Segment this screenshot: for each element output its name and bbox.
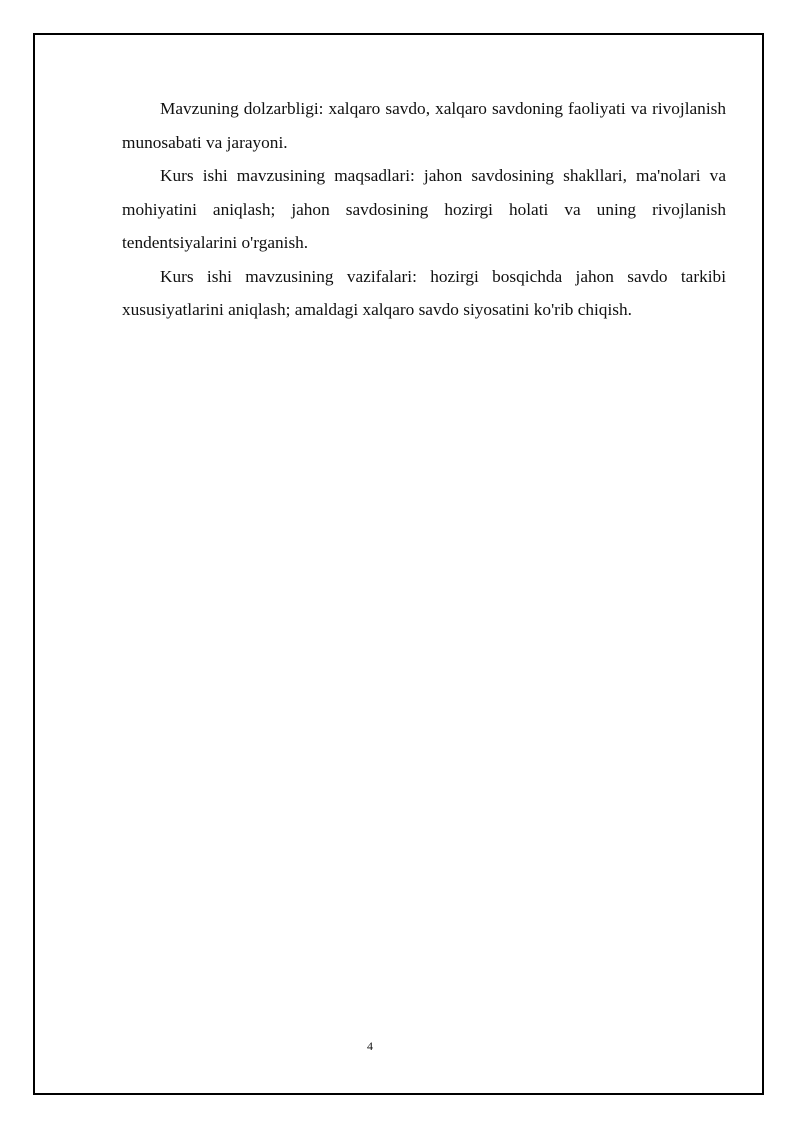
page-number: 4 bbox=[367, 1039, 373, 1053]
paragraph-tasks: Kurs ishi mavzusining vazifalari: hozirgi bosqichda jahon savdo tarkibi xususiyatlarini aniqlash; amaldagi xalqaro savdo siyosatini ko'rib chiqish. bbox=[122, 266, 726, 319]
paragraph-goals: Kurs ishi mavzusining maqsadlari: jahon savdosining shakllari, ma'nolari va mohiyatini aniqlash; jahon savdosining hozirgi holati va uning rivojlanish tendentsiyalarini o'rganish. bbox=[122, 166, 726, 252]
document-body bbox=[122, 92, 726, 327]
paragraph-relevance: Mavzuning dolzarbligi: xalqaro savdo, xalqaro savdoning faoliyati va rivojlanish munosabati va jarayoni. bbox=[122, 99, 726, 152]
